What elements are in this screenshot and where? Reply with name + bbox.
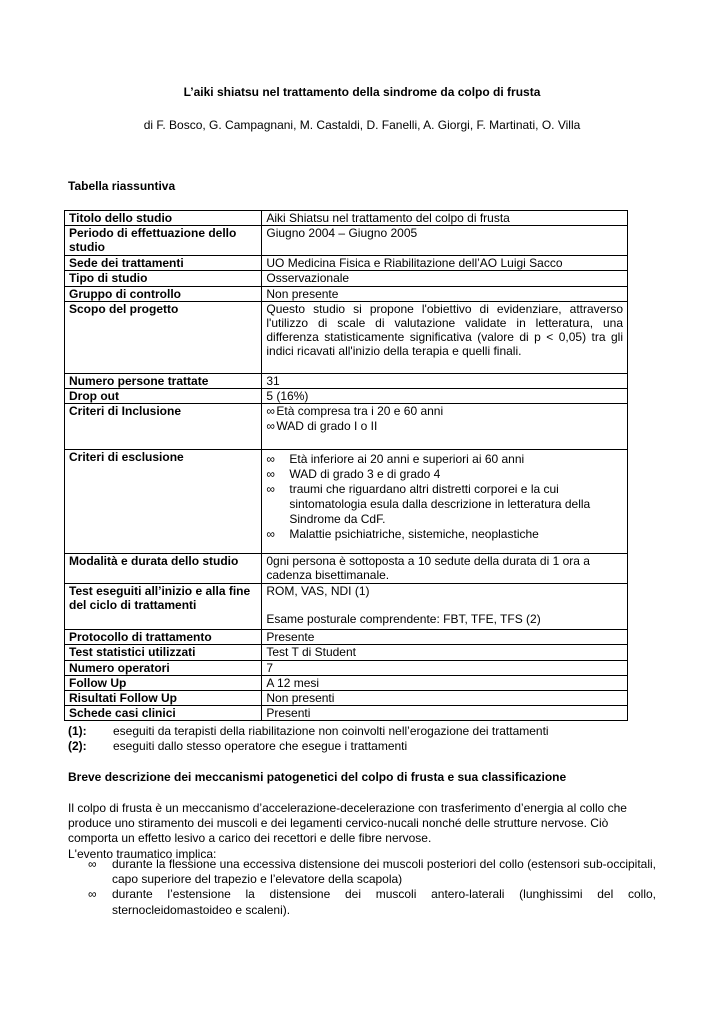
note-key: (1): xyxy=(68,724,87,738)
row-label: Gruppo di controllo xyxy=(65,286,262,301)
table-notes xyxy=(68,724,668,754)
row-label: Risultati Follow Up xyxy=(65,691,262,706)
row-label: Criteri di esclusione xyxy=(65,450,262,554)
infinity-bullet-icon: ∞ xyxy=(266,482,275,497)
row-value: 5 (16%) xyxy=(262,389,628,404)
list-item-text: durante la flessione una eccessiva distensione dei muscoli posteriori del collo (estensori sub-occipitali, capo superiore del trapezio e l’elevatore della scapola) xyxy=(112,857,656,887)
row-value: A 12 mesi xyxy=(262,675,628,690)
row-label: Titolo dello studio xyxy=(65,211,262,226)
table-row xyxy=(65,706,628,721)
infinity-bullet-icon: ∞ xyxy=(266,419,275,434)
row-value xyxy=(262,404,628,450)
table-row xyxy=(65,301,628,373)
note-text: eseguiti da terapisti della riabilitazione non coinvolti nell’erogazione dei trattamenti xyxy=(113,724,549,738)
note-row xyxy=(68,739,668,754)
table-row xyxy=(65,271,628,286)
list-item xyxy=(266,482,623,527)
row-value: Test T di Student xyxy=(262,645,628,660)
table-row xyxy=(65,286,628,301)
table-heading: Tabella riassuntiva xyxy=(68,179,176,193)
infinity-bullet-icon: ∞ xyxy=(266,452,275,467)
row-value: 7 xyxy=(262,660,628,675)
row-value: 31 xyxy=(262,373,628,388)
infinity-bullet-icon: ∞ xyxy=(88,887,97,902)
table-row xyxy=(65,675,628,690)
list-item-text: Età compresa tra i 20 e 60 anni xyxy=(276,404,444,419)
tests-line-2: Esame posturale comprendente: FBT, TFE, TFS (2) xyxy=(266,612,541,627)
note-text: eseguiti dallo stesso operatore che esegue i trattamenti xyxy=(113,739,408,753)
list-item xyxy=(88,857,656,887)
row-value xyxy=(262,450,628,554)
row-label: Criteri di Inclusione xyxy=(65,404,262,450)
list-item xyxy=(266,419,623,434)
summary-table xyxy=(64,210,628,721)
mechanism-list xyxy=(88,857,656,918)
table-row xyxy=(65,404,628,450)
list-item xyxy=(266,467,623,482)
list-item xyxy=(266,404,623,419)
row-value: Questo studio si propone l'obiettivo di evidenziare, attraverso l'utilizzo di scale di valutazione validate in letteratura, una differenza statisticamente significativa (valore di p < 0,05) tra gli indici ricavati all'inizio della terapia e quelli finali. xyxy=(262,301,628,373)
list-item-text: Malattie psichiatriche, sistemiche, neoplastiche xyxy=(289,527,539,542)
table-row xyxy=(65,211,628,226)
row-label: Schede casi clinici xyxy=(65,706,262,721)
exclusion-list xyxy=(266,452,623,542)
row-value: Presente xyxy=(262,630,628,645)
row-label: Drop out xyxy=(65,389,262,404)
note-row xyxy=(68,724,668,739)
row-value: Non presente xyxy=(262,286,628,301)
list-item-text: WAD di grado I o II xyxy=(276,419,378,434)
row-value: Giugno 2004 – Giugno 2005 xyxy=(262,226,628,256)
row-label: Protocollo di trattamento xyxy=(65,630,262,645)
row-label: Periodo di effettuazione dello studio xyxy=(65,226,262,256)
section-heading: Breve descrizione dei meccanismi patogenetici del colpo di frusta e sua classificazione xyxy=(68,770,567,784)
table-row xyxy=(65,630,628,645)
paragraph-text: Il colpo di frusta è un meccanismo d’accelerazione-decelerazione con trasferimento d’energia al collo che produce uno stiramento dei muscoli e dei legamenti cervico-nucali nonché delle strutture nervose. Ciò comporta un effetto lesivo a carico dei recettori e delle fibre nervose. xyxy=(68,801,627,846)
table-row xyxy=(65,645,628,660)
list-item-text: durante l’estensione la distensione dei muscoli antero-laterali (lunghissimi del collo, sternocleidomastoideo e scaleni). xyxy=(112,887,656,917)
table-row xyxy=(65,373,628,388)
row-label: Modalità e durata dello studio xyxy=(65,554,262,584)
list-item-text: traumi che riguardano altri distretti corporei e la cui sintomatologia esula dalla descrizione in letteratura della Sindrome da CdF. xyxy=(289,482,591,527)
row-label: Tipo di studio xyxy=(65,271,262,286)
tests-line-1: ROM, VAS, NDI (1) xyxy=(266,584,370,599)
note-key: (2): xyxy=(68,739,87,753)
infinity-bullet-icon: ∞ xyxy=(266,467,275,482)
authors-line: di F. Bosco, G. Campagnani, M. Castaldi, D. Fanelli, A. Giorgi, F. Martinati, O. Villa xyxy=(143,118,581,132)
infinity-bullet-icon: ∞ xyxy=(88,857,97,871)
row-value: Osservazionale xyxy=(262,271,628,286)
table-row xyxy=(65,389,628,404)
row-label: Scopo del progetto xyxy=(65,301,262,373)
list-item xyxy=(88,887,656,917)
row-value: 0gni persona è sottoposta a 10 sedute della durata di 1 ora a cadenza bisettimanale. xyxy=(262,554,628,584)
row-label: Sede dei trattamenti xyxy=(65,256,262,271)
table-row xyxy=(65,450,628,554)
row-label: Numero persone trattate xyxy=(65,373,262,388)
list-item xyxy=(266,527,623,542)
table-row xyxy=(65,660,628,675)
row-value: Presenti xyxy=(262,706,628,721)
row-label: Test eseguiti all’inizio e alla fine del ciclo di trattamenti xyxy=(65,584,262,630)
row-value: Aiki Shiatsu nel trattamento del colpo di frusta xyxy=(262,211,628,226)
list-item-text: WAD di grado 3 e di grado 4 xyxy=(289,467,441,482)
table-row xyxy=(65,691,628,706)
table-row xyxy=(65,226,628,256)
row-value: UO Medicina Fisica e Riabilitazione dell’AO Luigi Sacco xyxy=(262,256,628,271)
table-row xyxy=(65,554,628,584)
row-value: Non presenti xyxy=(262,691,628,706)
row-label: Test statistici utilizzati xyxy=(65,645,262,660)
row-label: Numero operatori xyxy=(65,660,262,675)
table-row xyxy=(65,256,628,271)
document-title: L’aiki shiatsu nel trattamento della sindrome da colpo di frusta xyxy=(183,85,541,99)
infinity-bullet-icon: ∞ xyxy=(266,527,275,542)
list-item xyxy=(266,452,623,467)
table-row xyxy=(65,584,628,630)
inclusion-list xyxy=(266,404,623,434)
infinity-bullet-icon: ∞ xyxy=(266,404,275,419)
row-value xyxy=(262,584,628,630)
body-paragraph xyxy=(68,801,660,862)
row-label: Follow Up xyxy=(65,675,262,690)
paragraph-lead: L'evento traumatico implica: xyxy=(68,846,217,861)
list-item-text: Età inferiore ai 20 anni e superiori ai 60 anni xyxy=(289,452,525,467)
